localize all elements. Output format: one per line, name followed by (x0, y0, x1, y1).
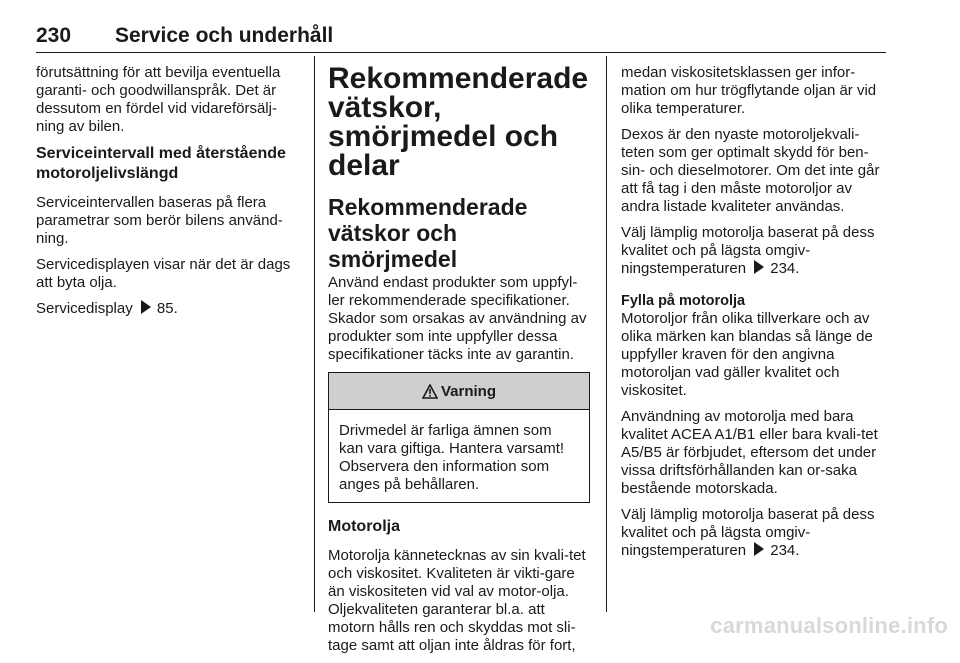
column-right (621, 64, 887, 568)
paragraph-with-reference (36, 300, 298, 318)
paragraph: Använd endast produkter som uppfyl-ler rekommenderade specifikationer. Skador som orsakas av användning av produkter som inte uppfyller dessa specifikationer täcks inte av garantin. (328, 274, 587, 363)
paragraph: Serviceintervallen baseras på flera parametrar som berör bilens använd-ning. (36, 194, 283, 247)
reference-text: Servicedisplay (36, 300, 133, 317)
page-reference-link[interactable]: 234. (770, 260, 800, 277)
chapter-title: Service och underhåll (115, 24, 334, 47)
paragraph: Användning av motorolja med bara kvalitet ACEA A1/B1 eller bara kvali-tet A5/B5 är förbjudet, eftersom det under vissa driftsförhållanden kan or-saka bestående motorskada. (621, 408, 878, 497)
section-heading: Serviceintervall med återstående motoroljelivslängd (36, 145, 286, 182)
page-number: 230 (36, 24, 72, 47)
paragraph: medan viskositetsklassen ger infor-mation om hur trögflytande oljan är vid olika temperaturer. (621, 64, 877, 117)
paragraph: Motoroljor från olika tillverkare och av olika märken kan blandas så länge de uppfyller kraven för den angivna motoroljan vad gäller kvalitet och viskositet. (621, 310, 873, 399)
paragraph: Servicedisplayen visar när det är dags att byta olja. (36, 256, 291, 291)
page-reference-arrow-icon (754, 542, 764, 556)
page-reference-link[interactable]: 234. (770, 542, 800, 559)
page-reference-link[interactable]: 85. (156, 300, 178, 317)
watermark: carmanualsonline.info (710, 613, 948, 638)
warning-text: Drivmedel är farliga ämnen som kan vara giftiga. Hantera varsamt! Observera den information som anges på behållaren. (339, 422, 565, 493)
reference-text: Välj lämplig motorolja baserat på dess kvalitet och på lägsta omgiv-ningstemperaturen (621, 224, 875, 277)
page-reference-arrow-icon (141, 300, 151, 314)
subsection-title: Rekommenderade vätskor och smörjmedel (328, 194, 528, 272)
page-header (36, 22, 886, 53)
paragraph: förutsättning för att bevilja eventuella garanti- och goodwillanspråk. Det är dessutom en fördel vid vidareförsälj-ning av bilen. (36, 64, 281, 135)
paragraph: Dexos är den nyaste motoroljekvali-teten som ger optimalt skydd för ben-sin- och dieselmotorer. Om det inte går att få tag i den måste motoroljor av andra listade kvaliteter användas. (621, 126, 880, 215)
warning-body (329, 410, 589, 502)
paragraph: Motorolja kännetecknas av sin kvali-tet och viskositet. Kvaliteten är vikti-gare än viskositeten vid val av motor-olja. Oljekvaliteten garanterar bl.a. att motorn hålls ren och skyddas mot sli-tage samt att oljan inte åldras för fort, (328, 547, 586, 654)
page-reference-arrow-icon (754, 260, 764, 274)
warning-box (328, 372, 590, 503)
column-divider (314, 56, 315, 612)
column-left (36, 64, 298, 326)
subheading: Fylla på motorolja (621, 293, 746, 309)
paragraph-with-reference (621, 224, 887, 278)
warning-triangle-icon (422, 384, 438, 399)
paragraph-with-reference (621, 506, 887, 560)
chapter-section-title: Rekommenderade vätskor, smörjmedel och delar (328, 62, 589, 182)
reference-text: Välj lämplig motorolja baserat på dess kvalitet och på lägsta omgiv-ningstemperaturen (621, 506, 875, 559)
warning-title: Varning (440, 382, 496, 400)
warning-header (329, 373, 589, 410)
column-divider (606, 56, 607, 612)
section-heading: Motorolja (328, 518, 400, 535)
column-middle (328, 64, 590, 663)
